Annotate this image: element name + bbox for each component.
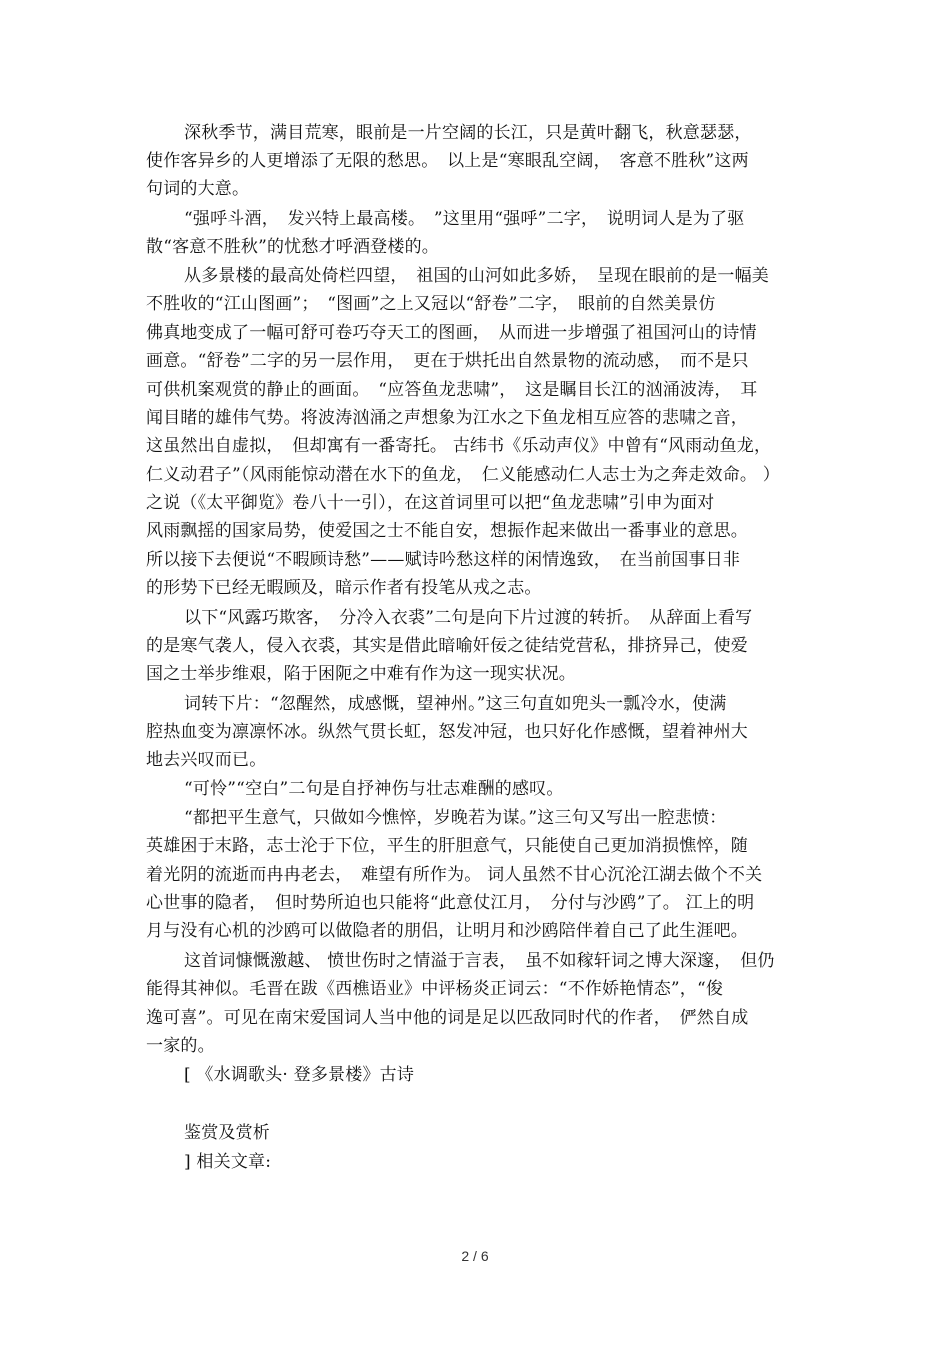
paragraph-line: 风雨飘摇的国家局势，使爱国之士不能自安，想振作起来做出一番事业的意思。 [146, 521, 748, 541]
paragraph-line: 仁义动君子”（风雨能惊动潜在水下的鱼龙， 仁义能感动仁人志士为之奔走效命。 ） [146, 465, 780, 485]
paragraph-line: 英雄困于末路，志士沦于下位，平生的肝胆意气，只能使自己更加消损憔悴，随 [146, 836, 748, 856]
paragraph-line: 以下“风露巧欺客， 分冷入衣裘”二句是向下片过渡的转折。 从辞面上看写 [184, 608, 753, 628]
paragraph-line: 这虽然出自虚拟， 但却寓有一番寄托。 古纬书《乐动声仪》中曾有“风雨动鱼龙， [146, 436, 772, 456]
paragraph-line: “强呼斗酒， 发兴特上最高楼。 ”这里用“强呼”二字， 说明词人是为了驱 [184, 209, 745, 229]
paragraph-line: 心世事的隐者， 但时势所迫也只能将“此意仗江月， 分付与沙鸥”了。 江上的明 [146, 893, 755, 913]
paragraph-line: 的是寒气袭人，侵入衣裘，其实是借此暗喻奸佞之徒结党营私，排挤异己，使爱 [146, 636, 748, 656]
paragraph-line: 句词的大意。 [146, 179, 250, 199]
paragraph-line: 深秋季节，满目荒寒，眼前是一片空阔的长江，只是黄叶翻飞，秋意瑟瑟， [184, 123, 752, 143]
paragraph-line: 画意。“舒卷”二字的另一层作用， 更在于烘托出自然景物的流动感， 而不是只 [146, 351, 749, 371]
paragraph-line: 从多景楼的最高处倚栏四望， 祖国的山河如此多娇， 呈现在眼前的是一幅美 [184, 266, 769, 286]
paragraph-line: “都把平生意气，只做如今憔悴，岁晚若为谋。”这三句又写出一腔悲愤： [184, 808, 727, 828]
paragraph-line: 的形势下已经无暇顾及，暗示作者有投笔从戎之志。 [146, 578, 542, 598]
paragraph-line: 散“客意不胜秋”的忧愁才呼酒登楼的。 [146, 237, 439, 257]
paragraph-line: 闻目睹的雄伟气势。将波涛汹涌之声想象为江水之下鱼龙相互应答的悲啸之音， [146, 408, 748, 428]
paragraph-line: 国之士举步维艰，陷于困阨之中难有作为这一现实状况。 [146, 664, 576, 684]
paragraph-line: 一家的。 [146, 1036, 215, 1056]
paragraph-line: 着光阴的流逝而冉冉老去， 难望有所作为。 词人虽然不甘心沉沦江湖去做个不关 [146, 865, 763, 885]
paragraph-line: 腔热血变为凛凛怀冰。纵然气贯长虹，怒发冲冠，也只好化作感慨，望着神州大 [146, 722, 748, 742]
paragraph-line: 之说（《太平御览》卷八十一引），在这首词里可以把“鱼龙悲啸”引申为面对 [146, 493, 715, 513]
paragraph-line: 佛真地变成了一幅可舒可卷巧夺天工的图画， 从而进一步增强了祖国河山的诗情 [146, 323, 757, 343]
paragraph-line: 所以接下去便说“不暇顾诗愁”——赋诗吟愁这样的闲情逸致， 在当前国事日非 [146, 550, 741, 570]
paragraph-line: 这首词慷慨激越、 愤世伤时之情溢于言表， 虽不如稼轩词之博大深邃， 但仍 [184, 951, 775, 971]
related-poem-link-continued[interactable]: 鉴赏及赏析 [184, 1123, 270, 1143]
related-poem-link[interactable]: [ 《水调歌头· 登多景楼》古诗 [184, 1065, 415, 1085]
paragraph-line: “可怜”“空白”二句是自抒神伤与壮志难酬的感叹。 [184, 779, 564, 799]
paragraph-line: 词转下片：“忽醒然，成感慨，望神州。”这三句直如兜头一瓢冷水，使满 [184, 694, 727, 714]
page-number: 2 / 6 [461, 1248, 489, 1264]
paragraph-line: 月与没有心机的沙鸥可以做隐者的朋侣，让明月和沙鸥陪伴着自己了此生涯吧。 [146, 921, 748, 941]
paragraph-line: 逸可喜”。可见在南宋爱国词人当中他的词是足以匹敌同时代的作者， 俨然自成 [146, 1008, 749, 1028]
paragraph-line: 不胜收的“江山图画”； “图画”之上又冠以“舒卷”二字， 眼前的自然美景仿 [146, 294, 716, 314]
paragraph-line: 使作客异乡的人更增添了无限的愁思。 以上是“寒眼乱空阔， 客意不胜秋”这两 [146, 151, 749, 171]
paragraph-line: 可供机案观赏的静止的画面。 “应答鱼龙悲啸”， 这是瞩目长江的汹涌波涛， 耳 [146, 380, 758, 400]
paragraph-line: 地去兴叹而已。 [146, 750, 267, 770]
paragraph-line: 能得其神似。毛晋在跋《西樵语业》中评杨炎正词云：“不作娇艳情态”，“俊 [146, 979, 724, 999]
related-articles-label: ] 相关文章: [184, 1152, 272, 1172]
